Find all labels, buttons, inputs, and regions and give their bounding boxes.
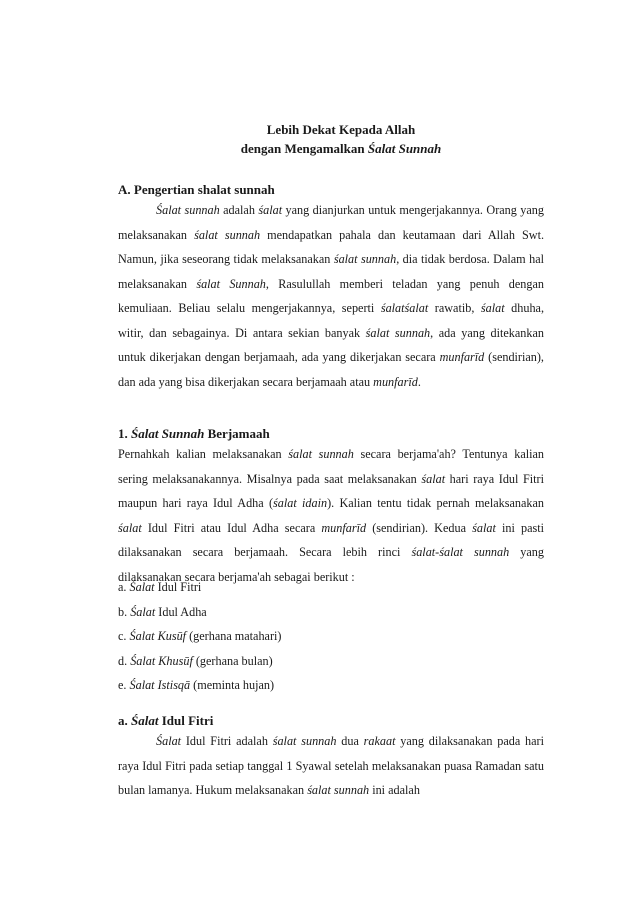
idul-fitri-paragraph: Śalat Idul Fitri adalah śalat sunnah dua rakaat yang dilaksanakan pada hari raya Idul Fitri pada setiap tanggal 1 Syawal setelah melaksanakan puasa Ramadan satu bulan lamanya. Hukum melaksanakan śalat sunnah ini adalah [118,734,544,797]
list-item: d. Śalat Khusūf (gerhana bulan) [118,653,273,668]
section-1-paragraph: Pernahkah kalian melaksanakan śalat sunnah secara berjama'ah? Tentunya kalian sering melaksanakannya. Misalnya pada saat melaksanakan śalat hari raya Idul Fitri maupun hari raya Idul Adha (śalat idain). Kalian tentu tidak pernah melaksanakan śalat Idul Fitri atau Idul Adha secara munfarīd (sendirian). Kedua śalat ini pasti dilaksanakan secara berjamaah. Secara lebih rinci śalat-śalat sunnah yang dilaksanakan secara berjama'ah sebagai berikut : [118,447,545,584]
document-title [0,120,638,158]
section-a-heading: A. Pengertian shalat sunnah [118,182,275,197]
salat-berjamaah-list [118,575,544,698]
list-item: a. Śalat Idul Fitri [118,580,202,594]
idul-fitri-heading: a. Śalat Idul Fitri [118,713,214,728]
list-item: c. Śalat Kusūf (gerhana matahari) [118,629,282,643]
list-item: e. Śalat Istisqā (meminta hujan) [118,678,275,692]
title-line-1: Lebih Dekat Kepada Allah [266,122,416,137]
list-item: b. Śalat Idul Adha [118,604,207,619]
title-line-2: dengan Mengamalkan Śalat Sunnah [240,141,442,156]
section-1-heading: 1. Śalat Sunnah Berjamaah [118,426,270,441]
section-a-paragraph: Śalat sunnah adalah śalat yang dianjurkan untuk mengerjakannya. Orang yang melaksanakan śalat sunnah mendapatkan pahala dan keutamaan dari Allah Swt. Namun, jika seseorang tidak melaksanakan śalat sunnah, dia tidak berdosa. Dalam hal melaksanakan śalat Sunnah, Rasulullah memberi teladan yang penuh dengan kemuliaan. Beliau selalu mengerjakannya, seperti śalatśalat rawatib, śalat dhuha, witir, dan sebagainya. Di antara sekian banyak śalat sunnah, ada yang ditekankan untuk dikerjakan dengan berjamaah, ada yang dikerjakan secara munfarīd (sendirian), dan ada yang bisa dikerjakan secara berjamaah atau munfarīd. [118,203,544,389]
